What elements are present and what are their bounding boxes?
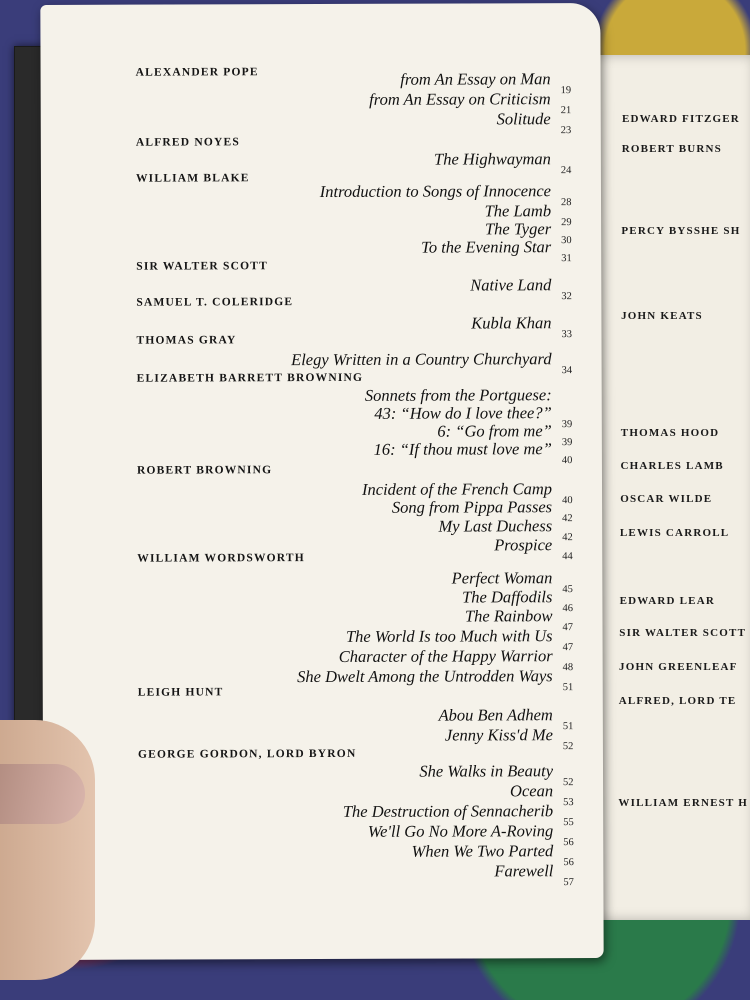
toc-poem-title: Perfect Woman [451,568,553,588]
toc-page-number: 33 [561,329,573,341]
toc-page-number: 51 [562,682,574,694]
toc-author-right: EDWARD LEAR [619,595,715,607]
toc-page-number: 47 [562,642,574,654]
toc-page-number: 53 [563,797,574,809]
toc-author-right: ROBERT BURNS [621,143,722,155]
toc-author-right: WILLIAM ERNEST H [618,797,749,809]
toc-page-number: 34 [561,365,573,377]
toc-poem-title: Introduction to Songs of Innocence [319,181,552,202]
toc-page-number: 52 [563,777,574,789]
toc-page-number: 30 [561,235,572,247]
toc-poem-title: Kubla Khan [471,313,552,333]
toc-page-number: 39 [561,437,573,449]
toc-author: ROBERT BROWNING [136,464,273,477]
toc-poem-title: Elegy Written in a Country Churchyard [291,349,552,370]
toc-page-number: 39 [561,419,573,431]
toc-author: THOMAS GRAY [136,334,237,347]
toc-author-right: LEWIS CARROLL [619,527,730,539]
toc-page-number: 31 [561,253,572,265]
toc-poem-title: The Tyger [484,219,552,239]
toc-poem-title: The Rainbow [464,606,553,626]
toc-author-right: OSCAR WILDE [620,493,713,505]
toc-author: ELIZABETH BARRETT BROWNING [136,371,364,385]
toc-page-number: 44 [562,551,573,563]
toc-author: WILLIAM BLAKE [135,172,250,185]
toc-poem-title: We'll Go No More A-Roving [367,821,554,841]
toc-poem-title: Character of the Happy Warrior [338,646,553,666]
toc-poem-title: My Last Duchess [438,516,553,536]
toc-author: GEORGE GORDON, LORD BYRON [137,747,357,761]
toc-poem-title: Solitude [496,109,551,129]
toc-poem-title: Abou Ben Adhem [438,705,553,725]
toc-poem-title: The Lamb [484,201,552,221]
toc-page-number: 46 [562,603,573,615]
toc-page-number: 45 [562,584,573,596]
toc-author-right: JOHN GREENLEAF [619,661,738,673]
toc-poem-title: from An Essay on Man [400,69,551,89]
toc-poem-title: 16: “If thou must love me” [373,439,552,459]
toc-page-number: 56 [563,857,574,869]
toc-poem-title: The Destruction of Sennacherib [342,801,554,821]
toc-page-number: 24 [560,165,572,177]
toc-author: SIR WALTER SCOTT [136,260,268,273]
toc-poem-title: Sonnets from the Portguese: [364,385,552,405]
toc-poem-title: Incident of the French Camp [361,479,553,499]
toc-poem-title: She Walks in Beauty [419,761,554,781]
toc-poem-title: 6: “Go from me” [437,421,552,441]
toc-poem-title: Ocean [509,781,554,801]
toc-page-number: 29 [561,217,572,229]
toc-page-number: 21 [560,105,572,117]
toc-page-number: 48 [562,662,574,674]
toc-poem-title: The Daffodils [462,587,553,607]
toc-author: ALEXANDER POPE [135,66,259,79]
toc-page-number: 32 [561,291,572,303]
toc-page-number: 51 [562,721,574,733]
toc-page-number: 55 [563,817,574,829]
toc-author-right: JOHN KEATS [621,310,703,322]
toc-poem-title: Song from Pippa Passes [391,497,553,517]
toc-author-right: EDWARD FITZGER [622,113,740,125]
toc-page-number: 40 [562,495,573,507]
toc-poem-title: The World Is too Much with Us [345,626,553,646]
toc-page-number: 42 [562,513,573,525]
toc-poem-title: When We Two Parted [411,841,554,861]
toc-author-right: SIR WALTER SCOTT [619,627,747,639]
toc-author-right: PERCY BYSSHE SH [621,225,741,237]
toc-poem-title: She Dwelt Among the Untrodden Ways [297,666,553,687]
toc-page-number: 56 [563,837,574,849]
toc-page-number: 19 [560,85,572,97]
toc-page-number: 42 [562,532,573,544]
left-page [40,3,603,960]
toc-poem-title: from An Essay on Criticism [369,89,551,109]
toc-author-right: CHARLES LAMB [620,460,724,472]
toc-page-number: 40 [561,455,573,467]
toc-poem-title: 43: “How do I love thee?” [374,403,552,423]
toc-poem-title: Native Land [470,275,552,295]
toc-author: WILLIAM WORDSWORTH [137,552,305,565]
toc-author-right: ALFRED, LORD TE [618,695,737,707]
toc-author: LEIGH HUNT [137,686,224,699]
toc-page-number: 52 [562,741,574,753]
toc-poem-title: To the Evening Star [421,237,552,257]
toc-author: ALFRED NOYES [135,136,241,149]
thumb [0,720,95,980]
toc-page-number: 23 [560,125,572,137]
toc-poem-title: Farewell [494,861,554,881]
thumbnail [0,764,85,824]
toc-page-number: 47 [562,622,574,634]
toc-poem-title: Jenny Kiss'd Me [444,725,553,745]
toc-page-number: 28 [561,197,572,209]
toc-poem-title: Prospice [494,535,553,555]
toc-author: SAMUEL T. COLERIDGE [136,296,294,309]
toc-poem-title: The Highwayman [433,149,551,169]
toc-author-right: THOMAS HOOD [620,427,720,439]
toc-page-number: 57 [563,877,574,889]
